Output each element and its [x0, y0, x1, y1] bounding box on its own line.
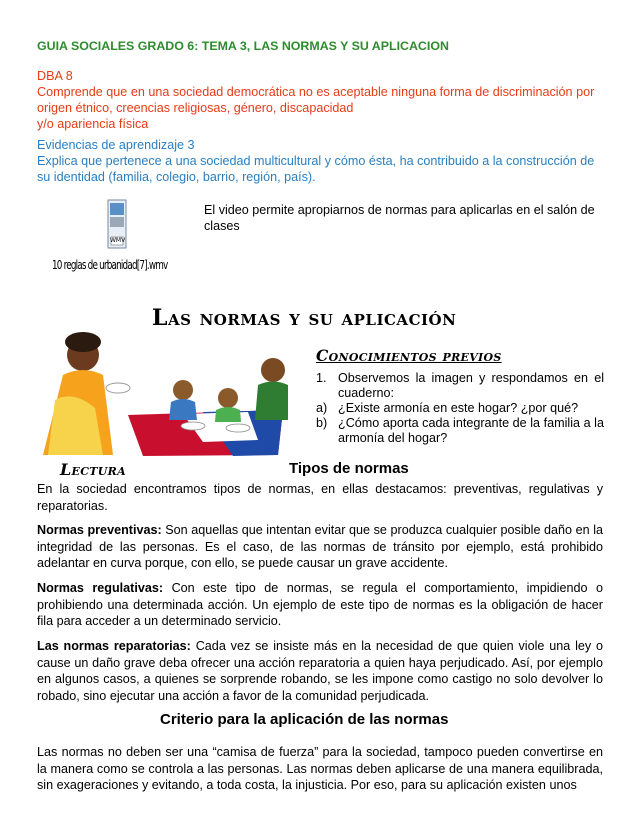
prior-knowledge-list [316, 371, 604, 446]
evidence-block [37, 137, 607, 185]
paragraph-preventive [37, 522, 603, 572]
video-description: El video permite apropiarnos de normas para aplicarlas en el salón de clases [204, 203, 595, 233]
list-marker: 1. [316, 371, 327, 385]
reading-label: Lectura [60, 460, 126, 479]
term-text: Son aquellas que intentan evitar que se produzca cualquier posible daño en la integridad de las personas. Es el caso, de las normas de tránsito por ejemplo, está prohibido adelantar en curva porque, con ello, se puede causar un grave accidente. [37, 523, 603, 570]
video-icon-label: WMV [110, 237, 126, 244]
paragraph-regulative [37, 580, 603, 630]
term-text: Con este tipo de normas, se regula el comportamiento, impidiendo o prohibiendo una determinada acción. Un ejemplo de este tipo de normas es la obligación de hacer fila para acceder a un determinado servicio. [37, 581, 603, 628]
criteria-title: Criterio para la aplicación de las normas [160, 711, 449, 728]
term-label: Las normas reparatorias: [37, 639, 191, 653]
video-file-icon[interactable] [106, 199, 128, 249]
main-title: Las normas y su aplicación [152, 305, 457, 331]
intro-paragraph: En la sociedad encontramos tipos de normas, en ellas destacamos: preventivas, regulativas y reparatorias. [37, 482, 603, 513]
list-item-text: ¿Existe armonía en este hogar? ¿por qué? [338, 401, 579, 415]
term-label: Normas regulativas: [37, 581, 164, 595]
dba-block [37, 68, 607, 132]
prior-knowledge-title: Conocimientos previos [316, 346, 502, 365]
list-item-text: ¿Cómo aporta cada integrante de la familia a la armonía del hogar? [338, 416, 604, 445]
term-text: Cada vez se insiste más en la necesidad de que quien viole una ley o cause un daño grave deba ofrecer una acción reparatoria a quien haya perjudicado. Así, por ejemplo en algunos casos, a quienes se sorprende robando, se les impone como castigo no solo devolver lo robado, sino ejecutar una acción a favor de la comunidad perjudicada. [37, 639, 604, 703]
types-title: Tipos de normas [289, 460, 409, 477]
criteria-paragraph: Las normas no deben ser una “camisa de fuerza” para la sociedad, tampoco pueden convertirse en la manera como se controla a las personas. Las normas deben aplicarse de una manera equilibrada, sin exageraciones y evitando, a toda costa, la injusticia. Por eso, para su aplicación existen unos [37, 745, 603, 792]
list-item [316, 401, 604, 416]
dba-text-2: y/o apariencia física [37, 117, 149, 131]
dba-label: DBA 8 [37, 69, 73, 83]
list-item [316, 416, 604, 446]
evidence-label: Evidencias de aprendizaje 3 [37, 138, 195, 152]
dba-text: Comprende que en una sociedad democrática no es aceptable ninguna forma de discriminación por origen étnico, creencias religiosas, género, discapacidad [37, 85, 595, 115]
header-title: GUIA SOCIALES GRADO 6: TEMA 3, LAS NORMAS Y SU APLICACION [37, 39, 449, 53]
list-item-text: Observemos la imagen y respondamos en el cuaderno: [338, 371, 604, 400]
family-illustration [33, 330, 288, 460]
term-label: Normas preventivas: [37, 523, 162, 537]
video-filename[interactable]: 10 reglas de urbanidad[7].wmv [52, 258, 168, 272]
list-marker: a) [316, 401, 328, 415]
evidence-text: Explica que pertenece a una sociedad multicultural y cómo ésta, ha contribuido a la construcción de su identidad (familia, colegio, barrio, región, país). [37, 154, 595, 184]
paragraph-reparatory [37, 638, 603, 704]
list-item [316, 371, 604, 401]
list-marker: b) [316, 416, 328, 430]
